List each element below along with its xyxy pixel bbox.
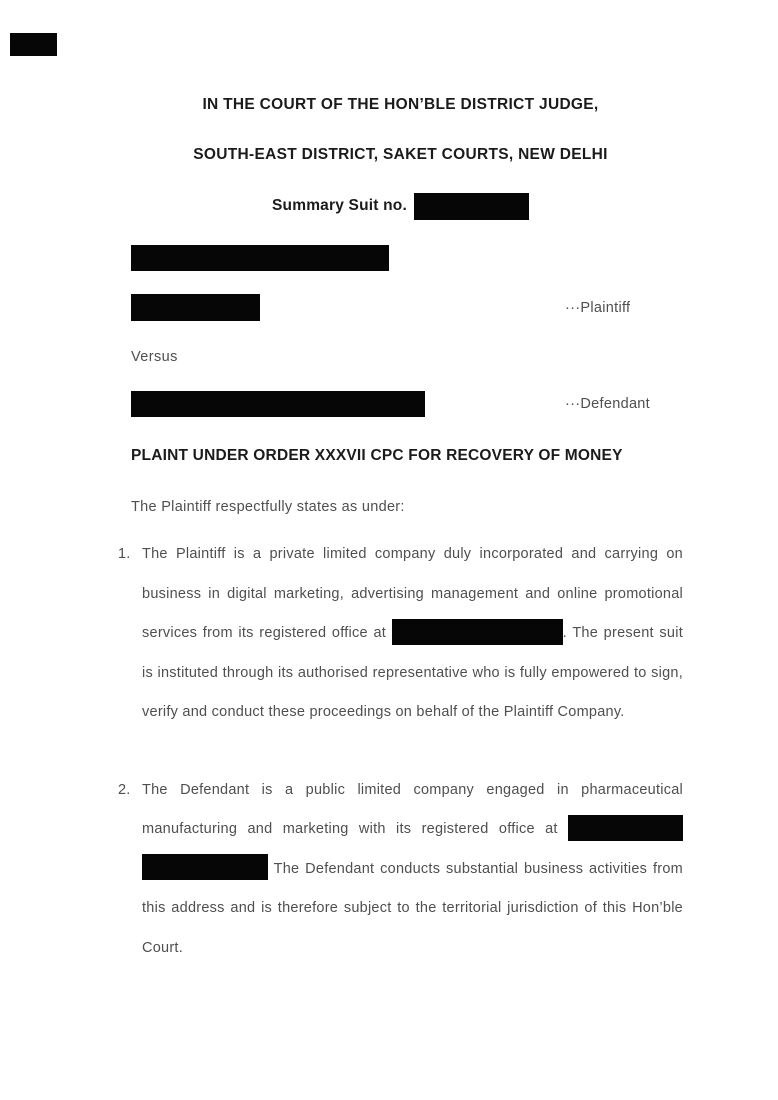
court-title-line1: IN THE COURT OF THE HON’BLE DISTRICT JUDGE, [202,96,599,113]
defendant-name-redaction-box [131,391,425,417]
paragraph-text: The Plaintiff is a private limited company duly incorporated and carrying on business in digital marketing, advertising management and online promotional services from its registered office at . The present suit is instituted through its authorised representative who is fully empowered to sign, verify and conduct these proceedings on behalf of the Plaintiff Company. [142,546,683,720]
plaintiff-name-redaction-box-line1 [131,245,389,271]
paragraph-number: 2. [118,781,131,798]
inline-redaction-box [142,854,268,880]
plaintiff-row [131,294,683,321]
paragraph-list [118,535,683,968]
suit-number-label: Summary Suit no. [272,197,407,214]
inline-redaction-box [392,619,563,645]
intro-line: The Plaintiff respectfully states as under: [131,499,405,515]
document-content [118,0,683,968]
inline-redaction-box [568,815,683,841]
plaintiff-label: ···Plaintiff [565,299,631,316]
plaint-heading: PLAINT UNDER ORDER XXXVII CPC FOR RECOVERY OF MONEY [131,447,623,464]
defendant-label: ···Defendant [565,396,650,412]
numbered-paragraph [118,771,683,969]
suit-number-redaction-box [414,193,529,220]
court-title-line2: SOUTH-EAST DISTRICT, SAKET COURTS, NEW DELHI [193,146,608,163]
paragraph-text: The Defendant is a public limited company engaged in pharmaceutical manufacturing and marketing with its registered office at The Defendant conducts substantial business activities from this address and is therefore subject to the territorial jurisdiction of this Hon’ble Court. [142,781,683,956]
defendant-row [131,391,683,417]
numbered-paragraph [118,535,683,733]
corner-redaction-box [10,33,57,56]
versus-label: Versus [131,349,178,365]
plaintiff-name-redaction-box-line2 [131,294,260,321]
suit-number-row [118,192,683,220]
paragraph-number: 1. [118,546,131,562]
